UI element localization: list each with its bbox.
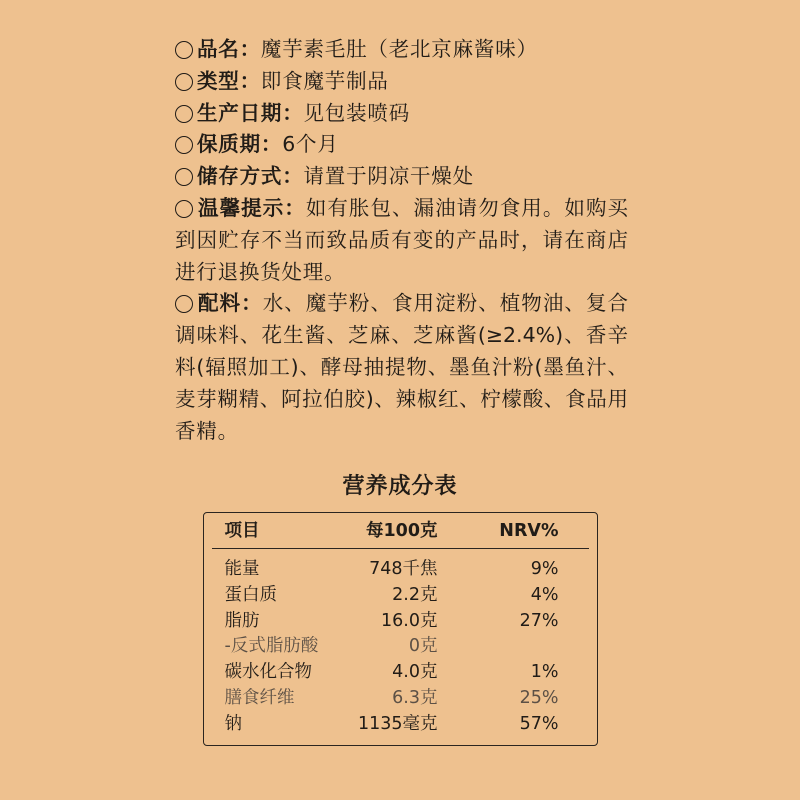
warm-tips-line: 到因贮存不当而致品质有变的产品时，请在商店 [175,227,628,252]
nutrition-row-dietary-fiber [225,686,559,712]
nutrition-row-sodium [225,712,559,738]
info-item-storage [175,161,628,193]
nutrient-amount: 2.2克 [392,584,438,605]
info-label-shelf-life: 保质期： [197,132,283,157]
product-info-list [175,34,628,447]
nutrient-name: 蛋白质 [224,584,277,605]
nutrient-amount: 16.0克 [381,610,438,631]
info-label-storage: 储存方式： [197,164,304,189]
nutrition-row-trans-fat [225,634,559,660]
nutrient-name: 脂肪 [224,610,260,631]
nutrient-nrv: 27% [519,610,559,631]
info-label-warm-tips: 温馨提示： [197,195,306,220]
nutrient-amount: 748千焦 [369,559,438,579]
info-value-product-name: 魔芋素毛肚（老北京麻酱味） [260,37,538,61]
nutrient-name: 膳食纤维 [224,687,295,708]
info-item-product-name [175,34,628,66]
nutrition-table [203,512,598,746]
info-item-shelf-life [175,129,628,161]
nutrient-nrv [438,634,559,660]
circle-bullet-icon [175,105,193,123]
nutrient-name: -反式脂肪酸 [224,636,319,657]
nutrient-amount: 4.0克 [392,662,438,683]
nutrition-table-title: 营养成分表 [342,474,458,499]
info-line [175,288,628,320]
nutrient-nrv: 57% [519,713,559,734]
info-line [175,98,628,130]
nutrient-name: 能量 [224,559,260,579]
info-value-type: 即食魔芋制品 [260,68,389,93]
info-item-ingredients [175,288,628,447]
nutrition-row-energy [225,557,559,583]
info-label-product-name: 品名： [197,37,261,61]
nutrition-row-carbohydrate [225,660,559,686]
circle-bullet-icon [175,41,193,59]
info-label-production-date: 生产日期： [197,100,304,125]
info-line [175,66,628,98]
info-item-type [175,66,628,98]
ingredients-line: 料(辐照加工)、酵母抽提物、墨鱼汁粉(墨鱼汁、 [175,354,628,379]
header-nrv: NRV% [499,521,559,541]
nutrient-amount: 6.3克 [392,687,438,708]
nutrition-table-header [225,518,559,544]
info-label-type: 类型： [197,68,261,93]
nutrient-nrv: 9% [530,559,559,579]
nutrient-name: 钠 [224,713,242,734]
header-divider [212,548,589,549]
info-value-storage: 请置于阴凉干燥处 [303,164,474,189]
info-value-shelf-life: 6个月 [282,132,339,157]
info-line [175,161,628,193]
info-label-ingredients: 配料： [197,291,263,316]
info-line [175,129,628,161]
nutrient-nrv: 4% [530,584,559,605]
nutrition-table-body [225,557,559,738]
circle-bullet-icon [175,295,193,313]
ingredients-line: 调味料、花生酱、芝麻、芝麻酱(≥2.4%)、香辛 [175,323,628,348]
circle-bullet-icon [175,136,193,154]
header-item: 项目 [224,521,260,541]
info-item-production-date [175,98,628,130]
nutrition-row-protein [225,583,559,609]
circle-bullet-icon [175,73,193,91]
info-value-warm-tips: 如有胀包、漏油请勿食用。如购买 [305,195,629,220]
info-value-ingredients: 水、魔芋粉、食用淀粉、植物油、复合 [262,291,629,316]
nutrient-amount: 0克 [408,636,438,657]
warm-tips-line: 进行退换货处理。 [175,259,346,284]
ingredients-line: 香精。 [175,418,239,443]
header-per-100g: 每100克 [365,521,438,541]
info-line [175,193,628,225]
nutrient-nrv: 25% [519,687,559,708]
nutrition-row-fat [225,609,559,635]
circle-bullet-icon [175,168,193,186]
circle-bullet-icon [175,200,193,218]
info-line [175,34,628,66]
nutrient-nrv: 1% [530,662,559,683]
info-item-warm-tips [175,193,628,288]
nutrient-amount: 1135毫克 [357,713,438,734]
info-value-production-date: 见包装喷码 [303,100,410,125]
nutrient-name: 碳水化合物 [224,662,312,683]
ingredients-line: 麦芽糊精、阿拉伯胶)、辣椒红、柠檬酸、食品用 [175,386,628,411]
